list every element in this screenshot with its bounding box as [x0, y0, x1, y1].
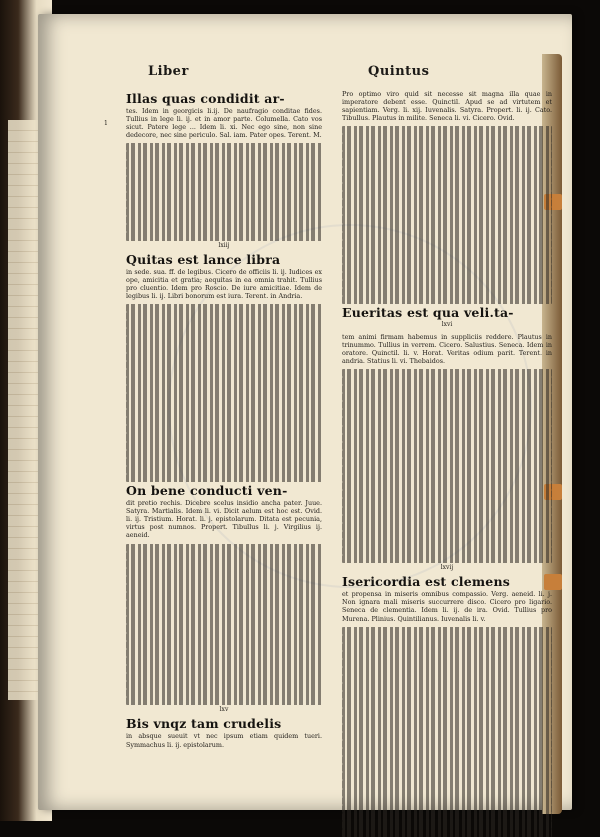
entry-text: Pro optimo viro quid sit necesse sit magna illa quae in imperatore debent esse. Quinctil. Apud se ad virtutem et sapientiam. Verg. li. xij. Iuvenalis. Satyra. Propert. li. ij. Cato. Tibullus. Plautus in milite. Seneca li. vi. Cicero. Ovid. — [342, 90, 552, 123]
section-numeral: lxvij — [440, 564, 454, 572]
marginal-number: 1 — [104, 120, 108, 127]
entry-heading: Bis vnqz tam crudelis — [126, 716, 282, 732]
running-head-left: Liber — [148, 64, 189, 79]
right-column — [342, 90, 552, 837]
entry-heading-row — [342, 306, 552, 320]
section-numeral: lxiij — [218, 241, 230, 249]
entry-heading: Quitas est lance libra — [126, 251, 281, 267]
entry-text: in absque sueuit vt nec ipsum etiam quidem tueri. Symmachus li. ij. epistolarum. — [126, 732, 322, 749]
entry-text: in sede. sua. ff. de legibus. Cicero de officiis li. ij. Iudices ex ope, amicitia et gratia; aequitas in ea omnia trahit. Tullius pro cluentio. Idem pro Roscio. De iure amicitiae. Idem de legibus li. ij. Libri bonorum est iura. Terent. in Andria. — [126, 267, 322, 300]
book-page — [38, 14, 572, 810]
section-numeral: lxv — [219, 706, 229, 714]
entry-text: et propensa in miseris omnibus compassio. Verg. aeneid. li. j. Non ignara mali miseris succurrere disco. Cicero pro ligario. Seneca de clementia. Idem li. ij. de ira. Ovid. Tullius pro Murena. Plinius. Quintilianus. Iuvenalis li. v. — [342, 590, 552, 623]
running-head-right: Quintus — [368, 64, 430, 79]
entry-text: dit pretio rechis. Dicebre scelus insidio ancha pater. Juue. Satyra. Martialis. Idem li. vi. Dicit aelum est hoc est. Ovid. li. ij. Tristium. Horat. li. j. epistolarum. Ditata est pecunia, virtus post numnos. Propert. Tibullus li. j. Virgilius ij. aeneid. — [126, 499, 322, 540]
entry-heading: On bene conducti ven- — [126, 483, 288, 499]
section-numeral: lxvi — [441, 321, 453, 329]
left-column — [104, 90, 322, 753]
entry-heading: Isericordia est clemens — [342, 574, 510, 590]
entry-text: tem animi firmam habemus in suppliciis reddere. Plautus in trinummo. Tullius in verrem. Cicero. Salustius. Seneca. Idem in oratore. Quinctil. li. v. Horat. Veritas odium parit. Terent. in andria. Statius li. vi. Thebaidos. — [342, 332, 552, 365]
entry-heading: Illas quas condidit ar- — [126, 91, 285, 106]
entry-text: tes. Idem in georgicis li.ij. De naufragio conditae fides. Tullius in lege li. ij. et in amor parte. Columella. Cato vos sicut. Patere lege ... Idem li. xi. Nec ego sine, non sine dedecore, nec sine periculo. Sal. iam. Pater opes. Terent. M. — [126, 107, 322, 140]
entry-heading: Eueritas est qua veli.ta- — [342, 305, 514, 321]
